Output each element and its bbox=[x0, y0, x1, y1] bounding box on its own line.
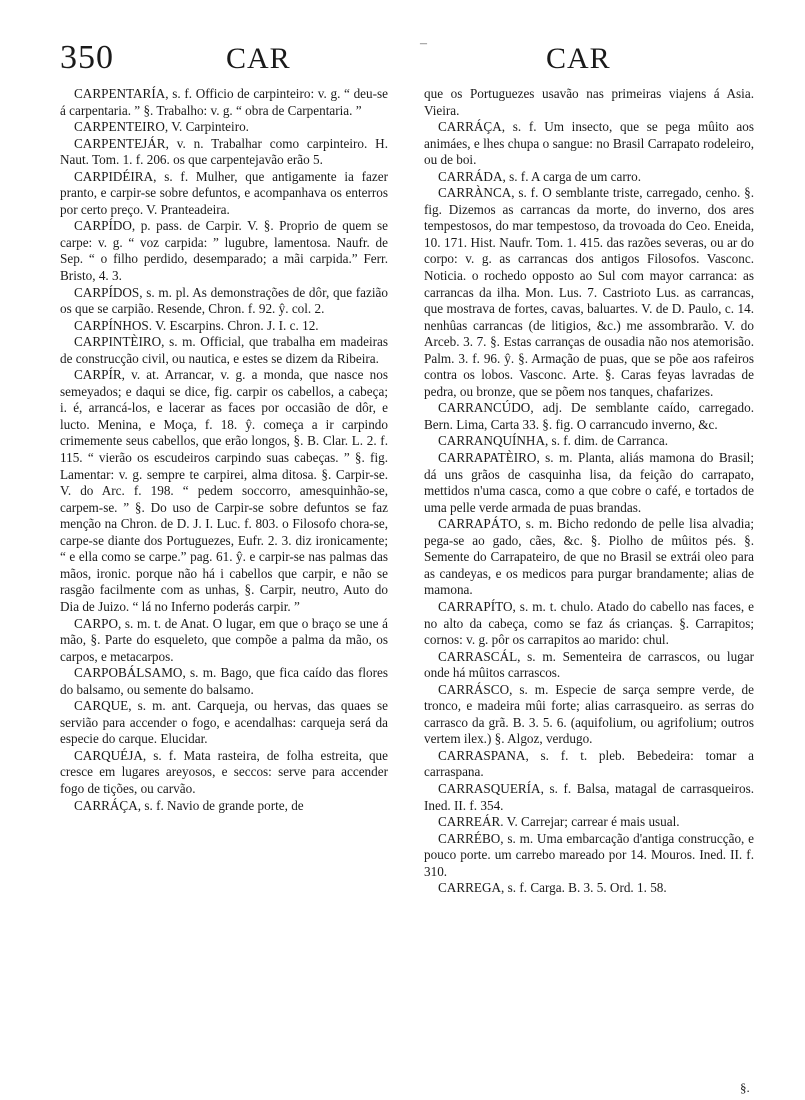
dictionary-entry: CARRÀNCA, s. f. O semblante triste, carregado, cenho. §. fig. Dizemos as carrancas da morte, do inverno, dos ares tempestosos, do mar tempestoso, da trovoada do Ceo. Eneida, 10. 171. Hist. Naufr. Tom. 1. 415. das razões severas, ou ar do corpo: v. g. as carrancas dos antigos Filosofos. Vasconc. Noticia. o rochedo opposto ao Sul com mayor carranca: as carrancas da ilha. Mon. Lus. 7. Castrioto Lus. as carrancas, que mostrava de fortes, cavas, baluartes. V. de D. Paulo, c. 14. nenhûas carrancas (de litigios, &c.) me assombrarão. V. do Arceb. 3. 7. §. Estas carranças de ousadia não nos atemorisão. Palm. 3. f. 96. ŷ. §. Armação de puas, que se põe aos rafeiros contra os lobos. Vasconc. Arte. §. Caras feyas lavradas de pedra, ou bronze, que se põem nos tanques, chafarizes. bbox=[424, 185, 754, 399]
dictionary-entry: CARQUÉJA, s. f. Mata rasteira, de folha estreita, que cresce em lugares areyosos, e seccos: serve para accender fogo de tições, ou carvão. bbox=[60, 747, 388, 796]
catchword: §. bbox=[740, 1080, 750, 1095]
dictionary-entry-continuation: que os Portuguezes usavão nas primeiras viajens á Asia. Vieira. bbox=[424, 86, 754, 118]
dictionary-entry: CARPENTEIRO, V. Carpinteiro. bbox=[74, 119, 249, 135]
dictionary-entry: CARPINTÈIRO, s. m. Official, que trabalha em madeiras de construcção civil, ou nautica, e estes se dizem da Ribeira. bbox=[60, 334, 388, 366]
dictionary-entry: CARPÍDO, p. pass. de Carpir. V. §. Proprio de quem se carpe: v. g. “ voz carpida: ” lugubre, lamentosa. Naufr. de Sep. “ o filho perdido, desemparado; a mãi carpida.” Ferr. Bristo, 4. 3. bbox=[60, 218, 388, 284]
dictionary-entry: CARRANCÚDO, adj. De semblante caído, carregado. Bern. Lima, Carta 33. §. fig. O carrancudo inverno, &c. bbox=[424, 400, 754, 432]
dictionary-entry: CARRAPÁTO, s. m. Bicho redondo de pelle lisa alvadia; pega-se ao gado, cães, &c. §. Piolho de mûitos pés. §. Semente do Carrapateiro, de que no Brasil se extrái oleo para as candeyas, e os medicos para purgar brandamente; alias de mamona. bbox=[424, 516, 754, 598]
dictionary-entry: CARRASPANA, s. f. t. pleb. Bebedeira: tomar a carraspana. bbox=[424, 747, 754, 780]
page-number: 350 bbox=[60, 39, 114, 76]
dictionary-entry: CARRAPÍTO, s. m. t. chulo. Atado do cabello nas faces, e no alto da cabeça, como se faz ás crianças. §. Carrapitos; cornos: v. g. pôr os carrapitos ao marido: chul. bbox=[424, 598, 754, 648]
dictionary-entry: CARPENTARÍA, s. f. Officio de carpinteiro: v. g. “ deu-se á carpentaria. ” §. Trabalho: v. g. “ obra de Carpentaria. ” bbox=[60, 86, 388, 118]
right-column bbox=[424, 86, 754, 1091]
running-head-right: CAR bbox=[546, 42, 611, 75]
dictionary-entry: CARPIDÉIRA, s. f. Mulher, que antigamente ia fazer pranto, e carpir-se sobre defuntos, e acompanhava os enterros por certo preço. V. Pranteadeira. bbox=[60, 168, 388, 217]
left-column bbox=[60, 86, 388, 1091]
dictionary-entry: CARRANQUÍNHA, s. f. dim. de Carranca. bbox=[438, 433, 669, 449]
dictionary-entry: CARPÍNHOS. V. Escarpins. Chron. J. I. c. 12. bbox=[74, 317, 319, 333]
dictionary-entry: CARRÁÇA, s. f. Um insecto, que se pega mûito aos animáes, e lhes chupa o sangue: no Brasil Carrapato rodeleiro, ou de boi. bbox=[424, 119, 754, 168]
header-mark: – bbox=[420, 36, 427, 51]
dictionary-entry: CARRASCÁL, s. m. Sementeira de carrascos, ou lugar onde há mûitos carrascos. bbox=[424, 648, 754, 681]
dictionary-entry: CARRAPATÈIRO, s. m. Planta, aliás mamona do Brasil; dá uns grãos de casquinha lisa, da feição do carrapato, mettidos n'uma casca, como a que cobre o café, e tortados de uma pelle verde armada de puas brandas. bbox=[424, 450, 754, 515]
dictionary-entry: CARRÁDA, s. f. A carga de um carro. bbox=[438, 168, 642, 184]
dictionary-entry: CARQUE, s. m. ant. Carqueja, ou hervas, das quaes se servião para accender o fogo, e acendalhas: carqueja será da especie do carque. Elucidar. bbox=[60, 698, 388, 747]
dictionary-entry: CARREÁR. V. Carrejar; carrear é mais usual. bbox=[438, 814, 680, 830]
dictionary-entry: CARPÍR, v. at. Arrancar, v. g. a monda, que nasce nos semeyados; e daqui se dice, fig. carpir os cabellos, a cabeça; i. é, arrancá-los, e lacerar as faces por occasião de dôr, e lucto. Menina, e Moça, f. 18. ŷ. começa a ir carpindo crimemente seus cabellos, que erão longos, §. B. Clar. L. 2. f. 115. “ vierão os escudeiros carpindo suas cabeças. ” §. fig. Lamentar: v. g. sempre te carpirei, alma ditosa. §. Carpir-se. V. do Arc. f. 198. “ pedem soccorro, amesquinhão-se, carpem-se. ” §. Do uso de Carpir-se sobre defuntos se faz menção na Chron. de D. J. I. Luc. f. 803. o Filosofo chora-se, carpe-se diante dos Portuguezes, Eufr. 2. 3. diz ironicamente; “ e ella como se carpe.” pag. 61. ŷ. e carpir-se nas palmas das mãos, ironic. porque não há i cabellos que carpir, e não se rasgão facilmente com as unhas, §. Carpir, neutro, Auto do Dia de Juizo. “ lá no Inferno poderás carpir. ” bbox=[60, 367, 388, 614]
dictionary-entry: CARPÍDOS, s. m. pl. As demonstrações de dôr, que fazião os que se carpião. Resende, Chron. f. 92. ŷ. col. 2. bbox=[60, 284, 388, 317]
dictionary-entry: CARPO, s. m. t. de Anat. O lugar, em que o braço se une á mão, §. Parte do esqueleto, que compõe a palma da mão, os carpos, e metacarpos. bbox=[60, 615, 388, 664]
dictionary-entry: CARRÁÇA, s. f. Navio de grande porte, de bbox=[74, 797, 304, 813]
page-header bbox=[60, 38, 780, 82]
dictionary-entry: CARRASQUERÍA, s. f. Balsa, matagal de carrasqueiros. Ined. II. f. 354. bbox=[424, 780, 754, 813]
dictionary-entry: CARPENTEJÁR, v. n. Trabalhar como carpinteiro. H. Naut. Tom. 1. f. 206. os que carpentejavão erão 5. bbox=[60, 135, 388, 168]
running-head-left: CAR bbox=[226, 42, 291, 75]
dictionary-entry: CARREGA, s. f. Carga. B. 3. 5. Ord. 1. 58. bbox=[438, 880, 667, 896]
dictionary-entry: CARRÉBO, s. m. Uma embarcação d'antiga construcção, e pouco porte. um carrebo mareado por 14. Mouros. Ined. II. f. 310. bbox=[424, 830, 754, 879]
dictionary-entry: CARPOBÁLSAMO, s. m. Bago, que fica caído das flores do balsamo, ou semente do balsamo. bbox=[60, 665, 388, 697]
dictionary-entry: CARRÁSCO, s. m. Especie de sarça sempre verde, de tronco, e madeira mûi forte; alias carrasqueiro. as serras do carrasco da grã. B. 3. 5. 6. (aquifolium, ou agrifolium; outros vertem ilex.) §. Algoz, verdugo. bbox=[424, 681, 754, 747]
